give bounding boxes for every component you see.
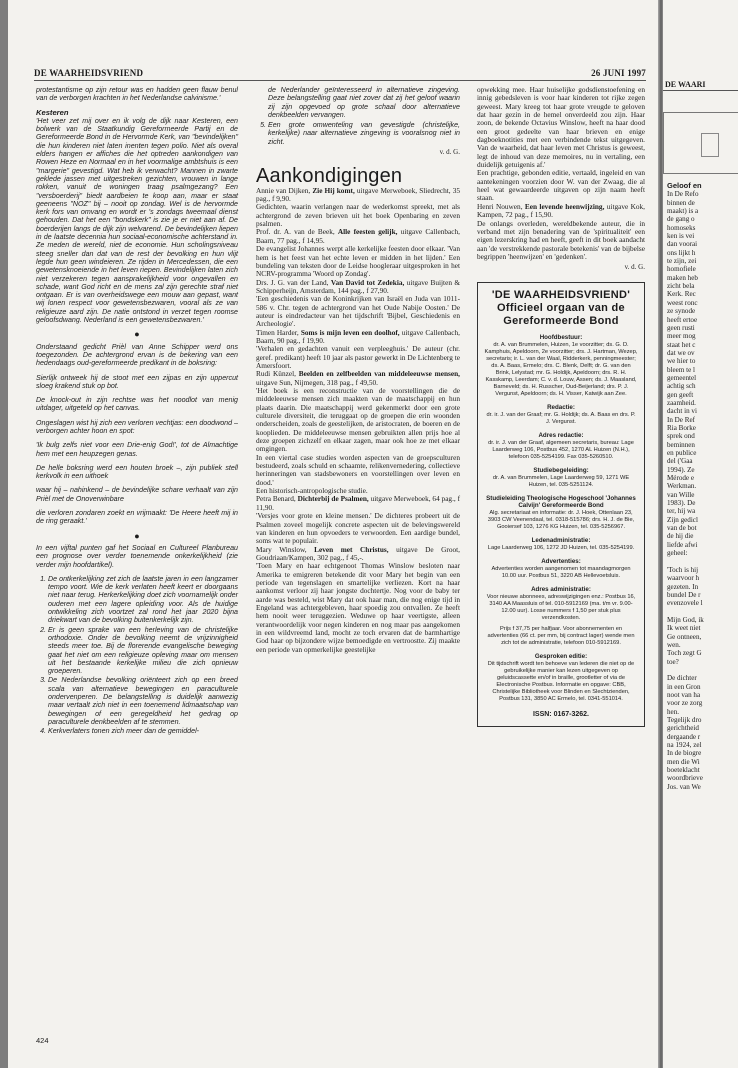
text-line [667, 557, 737, 565]
list-item: 2. Er is geen sprake van een herleving van de christelijke orthodoxie. Onder de bevolking neemt de vrijzinnigheid steeds meer toe. Bij de florerende evangelische beweging gaat het niet om een religieuze opleving maar om mensen uit het bestaande kerkelijke milieu die zich opnieuw groeperen. [48, 626, 238, 676]
colophon-section-head: Adres administratie: [531, 585, 591, 593]
text-line: na 1924, zel [667, 741, 702, 750]
colophon-section-text: dr. A. van Brummelen, Lage Laarderweg 59, 1271 WE Huizen, tel. 035-5251124. [492, 474, 630, 488]
column-3 [477, 86, 645, 727]
announcement-text: De evangelist Johannes werpt alle kerkelijke feesten door elkaar. 'Van hem is het feest van het echte leven er midden in het lijden.' Een bundeling van teksten door de Leidse hoogleraar uitgesproken in het NCRV-programma 'Woord op Zondag'. [256, 244, 460, 279]
colophon-subtitle: Officieel orgaan van de [497, 301, 625, 314]
announcement-entry: Henri Nouwen, Een levende heenwijzing, uitgave Kok, Kampen, 72 pag., f 15,90. [477, 201, 645, 220]
text-line: wen. [667, 640, 681, 649]
text-line: ken is vei [667, 232, 695, 241]
announcement-entry: Petra Benard, Dichterbij de Psalmen, uitgave Merweboek, 64 pag., f 11,90. [256, 494, 461, 512]
text-line: geen rusti [667, 323, 695, 332]
colophon-section-text: dr. A. van Brummelen, Huizen, 1e voorzitter; ds. G. D. Kamphuis, Apeldoorn, 2e voorzitter; drs. J. Hartman, Wezep, secretaris; ir. L. van der Waal, Ridderkerk, penningmeester; ds. A. Baas, Ermelo; drs. C. Blenk, Delft; dr. G. van den Brink, Lelystad; mr. G. Holdijk, Apeldoorn; drs. R. H. Kasskamp, Leerdam; C. v. d. Louw, Assen; ds. J. Maasland, Barneveld; ds. H. Russcher, Oud-Beijerland; drs. P. J. Vergunst, Apeldoorn; ds. H. Visser, Katwijk aan Zee. [484, 341, 638, 397]
kesteren-heading: Kesteren [36, 107, 69, 117]
text-line: meer mog [667, 332, 696, 341]
separator-dot: ● [134, 530, 140, 541]
text-line: dergaande r [667, 732, 701, 741]
text-line: Toch zegt G [667, 649, 702, 658]
text-line: evenzovele l [667, 599, 703, 608]
text-line: binnen de [667, 198, 695, 207]
running-header-right: DE WAARI [663, 80, 738, 91]
text-line: liefde afwi [667, 540, 698, 549]
text-line: weest ronc [667, 298, 698, 307]
announcement-text: 'Een geschiedenis van de Koninkrijken van Israël en Juda van 1011-586 v. Chr. tegen de achtergrond van het Oude Nabije Oosten.' De auteur is eindredacteur van het tijdschrift 'Bijbel, Geschiedenis en Archeologie'. [256, 294, 460, 329]
text-line: del ('Gaa [667, 457, 693, 466]
scp-intro: In een vijftal punten gaf het Sociaal en Cultureel Planbureau een prognose over verder toenemende onkerkelijkheid (zie verder mijn hoofdartikel). [36, 543, 238, 569]
colophon-box [477, 282, 645, 727]
announcements [256, 187, 460, 654]
colophon-section-text: Prijs f 37,75 per halfjaar. Voor abonnementen en advertenties (66 ct. per mm, bij contract lager) wende men zich tot de administratie, telefoon 010-5912169. [487, 625, 635, 646]
article-title: Geloof en [667, 182, 702, 190]
text-line: te zijn, zei [667, 257, 697, 266]
announcement-text: opwekking mee. Haar huiselijke godsdienstoefening en innig gebedsleven is voor haar kinderen tot rijke zegen geweest. Mary kreeg tot haar grote vreugde te geloven dat haar gezin in de hemel onverdeeld zou zijn. Haar zoon, de bekende Octavius Winslow, heeft na haar dood een groot gedeelte van haar brieven en enige dagboeknotities met een verbindende tekst uitgegeven. Van de waarheid, dat haar leven met Christus is geweest, legt de inhoud van deze memoires, nu in vertaling, een duidelijk getuigenis af.' [477, 85, 645, 170]
announcement-entry: Timen Harder, Soms is mijn leven een doolhof, uitgave Callenbach, Baarn, 90 pag., f 19,90. [256, 327, 460, 345]
text-line: In de biogre [667, 749, 702, 758]
text-line: zicht bela [667, 282, 695, 291]
text-line: noot van ha [667, 690, 701, 699]
text-line: bundel De r [667, 590, 701, 599]
text-line: In De Ref [667, 415, 695, 424]
list-item: 1. De ontkerkelijking zet zich de laatste jaren in een langzamer tempo voort. Wie de kerk verlaten heeft keert er doorgaans niet naar terug. Herkerkelijking doet zich voornamelijk onder ouderen met een lagere opleiding voor. Als de huidige ontwikkeling zich voortzet zal rond het jaar 2020 bijna driekwart van de bevolking buitenkerkelijk zijn. [48, 575, 238, 625]
text-line: zaamheid. [667, 398, 696, 407]
text-line: Ria Borke [667, 423, 696, 432]
announcement-entry: Drs. J. G. van der Land, Van David tot Zedekia, uitgave Buijten & Schipperheijn, Amsterdam, 144 pag., f 27,90. [256, 277, 460, 295]
poem-stanza: De helle boksring werd een houten broek –, zijn publiek stell kerkvolk in een uithoek [36, 463, 238, 481]
text-line: homofiele [667, 265, 696, 274]
column-1 [36, 86, 238, 736]
text-line: maakt) is a [667, 207, 699, 216]
text-line: Mérode e [667, 474, 694, 483]
text-line: toe? [667, 657, 679, 666]
text-line: voor ze zorg [667, 699, 703, 708]
issue-date: 26 JUNI 1997 [591, 68, 646, 78]
text-line: Zijn gedicl [667, 515, 698, 524]
text-line: Kerk. Rec [667, 290, 696, 299]
text-line: ons lijkt h [667, 248, 696, 257]
colophon-section-head: Ledenadministratie: [531, 536, 591, 544]
announcement-text: Een historisch-antropologische studie. [256, 486, 368, 496]
text-line: 1994). Ze [667, 465, 695, 474]
text-line: ze synode [667, 307, 696, 316]
list-continuation: de Nederlander geïnteresseerd in alternatieve zingeving. Deze belangstelling gaat niet zover dat zij het geloof waarin zij zijn opgevoed op grote schaal door alternatieve denkbeelden vervangen. [268, 86, 460, 119]
article-lines [667, 190, 737, 791]
announcement-entry: Prof. dr. A. van de Beek, Alle feesten gelijk, uitgave Callenbach, Baarn, 77 pag., f 14,95. [256, 227, 460, 245]
text-line: dan voorai [667, 240, 698, 249]
colophon-section-text: Advertenties worden aangenomen tot maandagmorgen 10.00 uur. Postbus 51, 3220 AB Hellevoetsluis. [491, 565, 631, 579]
colophon-section-text: Dit tijdschrift wordt ten behoeve van lederen die niet op de gebruikelijke manier kan lezen uitgegeven op geluidscassette en/of in braille, grootletter of via de Electronische Postbus. Informatie en opgave: CBB, Christelijke Bibliotheek voor Blinden en Slechtzienden, Postbus 131, 3850 AC Ermelo, tel. 0341-551014. [487, 660, 635, 702]
poem-stanza: 'Ik bulg zelfs niet voor een Drie-enig God!', tot de Almachtige hem met een heupzegen genas. [36, 441, 238, 458]
colophon-section-head: Studieleiding Theologische Hogeschool 'Johannes Calvijn' Gereformeerde Bond [486, 494, 636, 509]
text-line [667, 666, 737, 674]
text-line: beminnen [667, 440, 695, 449]
column-2 [256, 86, 460, 654]
colophon-section-head: Hoofdbestuur: [539, 333, 583, 341]
text-line: In De Refo [667, 190, 699, 199]
text-line: van de bot [667, 524, 697, 533]
text-line: achtig sch [667, 382, 696, 391]
colophon-section-text: dr. ir. J. van der Graaf, algemeen secretaris, bureau: Lage Laarderweg 106, Postbus 452, 1270 AL Huizen (N.H.), telefoon 035-5254199. Fax 035-5260510. [488, 439, 634, 460]
text-line: sprek ond [667, 432, 695, 441]
prognosis-list [36, 575, 238, 736]
colophon-title: 'DE WAARHEIDSVRIEND' [491, 288, 631, 301]
intro-quote: protestantisme op zijn retour was en hadden geen flauw benul van de verborgen krachten in het Nederlandse calvinisme.' [36, 86, 238, 103]
poem-stanza: waar hij – nahinkend – de bevindelijke schare verhaalt van zijn Prièl met de Onoverwinbare [36, 486, 238, 503]
text-line: Mijn God, ik [667, 615, 704, 624]
text-line: gemeentel [667, 373, 697, 382]
text-line: Ik weet niet [667, 624, 701, 633]
text-line: 1983). De [667, 499, 696, 508]
text-line: van Wille [667, 490, 695, 499]
text-line: heeft ertoe [667, 315, 698, 324]
poem-intro: Onderstaand gedicht Prièl van Anne Schipper werd ons toegezonden. De achtergrond ervan is de bekering van een hedendaags oud-gereformeerde predikant in de boksring: [36, 342, 238, 368]
text-line: gerichtheid [667, 724, 699, 733]
text-line: 'Toch is hij [667, 565, 699, 574]
text-line: Jos. van We [667, 782, 701, 791]
text-line: dacht in vi [667, 407, 697, 416]
colophon-section-head: Gesproken editie: [534, 652, 588, 660]
text-line: ter, hij wa [667, 507, 696, 516]
text-line: woordbrieve [667, 774, 703, 783]
kesteren-text: 'Het veer zet mij over en ik volg de dijk naar Kesteren, een bolwerk van de Staatkundig Gereformeerde Partij en de Gereformeerde Bond in de Hervormde Kerk, van "bevindelijken" die hun kinderen niet laten inenten tegen polio. Niet als overal elders hangen er affiches die het optreden aankondigen van Rowen Heze en Normaal en in het voormalige ambtshuis is een "margerie" gevestigd. Wat heb ik verwacht? Mannen in zwarte geklede jassen met uitgestreken gezichten, vrouwen in lange rokken, vanuit de woningen traag psalmgezang? Een "versboerderij" biedt aardbeien te koop aan, maar er staat geeneens "NOZ" bij – nooit op zondag. Wel is de hervormde kerk fors van omvang en wordt er 's zondags tweemaal dienst gehouden. Dat het een "bondskerk" is zie je er niet aan af. De boerderijen langs de dijk zijn welvarend. De bevindelijken liepen in de laatste decennia hun sociaal-economische achterstand in. Ze meden de wereld, niet de economie. Hun scholingsniveau steeg sneller dan dat van de rest der bevolking en hun vlijt legde hun geen windeieren. Ze rijden in Mercedessen, die een gewetensknoeiende in het leven riepen. Bevindelijken laten zich niet verzekeren tegen aansprakelijkheid voor ongevallen en schade, want God richt en de mens zal zijn gerechte straf niet ontgaan. Er is van overheidswege een mouw aan gepast, want wij lonen respect voor gewetensbezwaren, vooral als ze van religieuze aard zijn. De natie ontstond in verzet tegen roomse geloofsdwang. Nederland is een gewetensbezwaren.' [36, 116, 238, 325]
text-line: men die Wi [667, 757, 700, 766]
list-item: 4. Kerkverlaters tonen zich meer dan de gemiddel- [48, 727, 238, 735]
poem-stanza: De knock-out in zijn rechtse was het noodlot van menig uitdager, uitgeteld op het canvas. [36, 396, 238, 413]
poem-stanza: Ongeslagen wist hij zich een verloren vechtjas: een doodwond – verborgen achter hoon en spot: [36, 418, 238, 435]
announcement-text: Een prachtige, gebonden editie, vertaald, ingeleid en van aantekeningen voorzien door W. van der Zwaag, die al heel wat gewaardeerde uitgaven op zijn naam heeft staan. [477, 168, 645, 203]
right-page-text [667, 182, 737, 791]
text-line: maken heb [667, 273, 698, 282]
text-line: en publice [667, 449, 697, 457]
text-line: we hier to [667, 357, 696, 366]
text-line: boeteklacht [667, 766, 700, 775]
text-line: geheel: [667, 549, 688, 558]
colophon-section-text: Voor nieuwe abonnees, adreswijzigingen enz.: Postbus 16, 3140 AA Maassluis of tel. 010-5912169 (ma. t/m vr. 9.00-12.00 uur). Losse nummers f 1,50 per stuk plus verzendkosten. [486, 593, 636, 621]
colophon-section-head: Studiebegeleiding: [533, 466, 589, 474]
announcement-entry: Rudi Künzel, Beelden en zelfbeelden van middeleeuwse mensen, uitgave Sun, Nijmegen, 318 pag., f 49,50. [256, 369, 460, 387]
text-line: hen. [667, 707, 680, 716]
text-line: dat we ov [667, 348, 695, 357]
announcement-text: 'Toen Mary en haar echtgenoot Thomas Winslow besloten naar Amerika te emigreren betekende dit voor Mary het begin van een periode van tegenslagen en smartelijke verliezen. Kort na haar aankomst verloor zij haar jongste dochtertje. Nog voor de baby ter aarde was besteld, wist Mary dat ook haar man, die nog enige tijd in Engeland was achtergebleven, haar spoedig zou ontvallen. Ze heeft hem nooit weer teruggezien. Weduwe op haar veertigste, alleen verantwoordelijk voor negen kinderen en nog maar pas aangekomen in een wildvreemd land, mocht ze toch ervaren dat de barmhartige God haar op bijzondere wijze bemoedigde en vertroostte. Zij maakte een periode van opmerkelijke geestelijke [256, 561, 460, 654]
colophon-section-head: Redactie: [547, 403, 575, 411]
issn: ISSN: 0167-3262. [532, 710, 590, 718]
author-initials: v. d. G. [439, 148, 460, 157]
announcement-text: Gedichten, waarin verlangen naar de wederkomst spreekt, met als achtergrond de zeven brieven uit het boek Openbaring en zeven psalmen. [256, 202, 460, 229]
page-number: 424 [36, 1036, 49, 1045]
announcement-entry: Mary Winslow, Leven met Christus, uitgave De Groot, Goudriaan/Kampen, 302 pag., f 45,-. [256, 544, 460, 562]
colophon-section-text: dr. ir. J. van der Graaf; mr. G. Holdijk; ds. A. Baas en drs. P. J. Vergunst. [486, 411, 636, 425]
poem-stanza: Sierlijk ontweek hij de stoot met een zijpas en zijn uppercut sloeg krakend stuk op bot. [36, 373, 238, 390]
text-line: de hij die [667, 532, 694, 541]
announcement-text: 'Het boek is een reconstructie van de voorstellingen die de middeleeuwse mensen zich maakten van de maatschappij en hun plaats daarin. Die maatschappij werd gekenmerkt door een grote culturele diversiteit, die teruggaat op de groepen die erin woonden onderscheiden, zoals de geestelijken, de aristocraten, de boeren en de kooplieden. De middeleeuwse mensen gebruikten allen prijs hoe al deze groepen zichzelf en elkaar zagen, maar ook hoe ze met elkaar omgingen. [256, 386, 460, 454]
text-line: staat het c [667, 340, 696, 349]
colophon-section-head: Advertenties: [541, 557, 581, 565]
text-line [667, 608, 737, 616]
announcement-entry: Annie van Dijken, Zie Hij komt, uitgave Merweboek, Sliedrecht, 35 pag., f 9,90. [256, 185, 460, 204]
text-line: gen geeft [667, 390, 694, 399]
list-item: 5. Een grote omwenteling van gevestigde (christelijke, kerkelijke) naar alternatieve zingeving is vooralsnog niet in zicht. [268, 121, 460, 146]
text-line: Ge ontneen, [667, 632, 702, 641]
text-line: gezeten. In [667, 582, 699, 591]
text-line: Tegelijk dro [667, 716, 702, 724]
text-line: De dichter [667, 674, 697, 683]
publication-title: DE WAARHEIDSVRIEND [34, 68, 144, 78]
announcement-text: De onlangs overleden, wereldbekende auteur, die in verband met zijn benadering van de 'spiritualiteit' een eigen lezerskring had en heeft, geeft in dit boek aandacht aan 'de verstrekkende pastorale betekenis' van de bijbelse begrippen 'heenwijzen' en 'gedenken'. [477, 218, 645, 261]
colophon-subtitle: Gereformeerde Bond [503, 314, 619, 327]
illustration-frame [663, 112, 738, 174]
text-line: Werkman. [667, 482, 697, 491]
text-line: homoseks [667, 223, 696, 232]
author-initials: v. d. G. [624, 263, 645, 272]
running-header [34, 68, 646, 81]
announcement-text: 'Verhalen en gedachten vanuit een verpleeghuis.' De auteur (chr. geref. predikant) heeft 10 jaar als pastor gewerkt in De Lichtenberg te Amersfoort. [256, 344, 460, 370]
list-item: 3. De Nederlandse bevolking oriënteert zich op een breed scala van alternatieve bewegingen en paraculturele ondervenperen. De belangstelling is duidelijk aanwezig maar vertaalt zich niet in een toenemend lidmaatschap van bewegingen of een geregeldheid het gedrag op paraculturele denkbeelden af te stemmen. [48, 676, 238, 726]
text-line: in een Gron [667, 682, 701, 691]
colophon-section-text: Alg. secretariaat en informatie: dr. J. Hoek, Ottenlaan 23, 3903 CW Veenendaal, tel. 0318-515786; drs. H. J. de Bie, Gooiersef 103, 1276 KG Huizen, tel. 035-5256967. [487, 509, 635, 530]
right-page [663, 0, 738, 1068]
left-page [8, 0, 660, 1068]
colophon-section-text: Lage Laarderweg 106, 1272 JD Huizen, tel. 035-5254199. [487, 544, 635, 551]
separator-dot: ● [134, 329, 140, 340]
announcement-text: In een viertal case studies worden aspecten van de groepsculturen bestudeerd, zoals schuld en schaamte, relikenvernedering, collectieve herinneringen van stadsbewoners en voorstellingen over leven en dood.' [256, 452, 460, 487]
section-heading: Aankondigingen [256, 165, 403, 188]
text-line: de gang o [667, 215, 695, 224]
poem-stanza: die verloren zondaren zoekt en vrijmaakt: 'De Heere heeft mij in de ring geraakt.' [36, 509, 238, 526]
colophon-section-head: Adres redactie: [538, 431, 584, 439]
text-line: waarvoor h [667, 574, 700, 583]
announcement-text: 'Versjes voor grote en kleine mensen.' De dichteres probeert uit de Psalmen zoveel mogelijk concrete aspecten uit de belevingswereld van kinderen en hun opvoeders te verwoorden. Een aardige bundel, soms wat te populair. [256, 511, 460, 546]
text-line: bleem te l [667, 365, 695, 374]
